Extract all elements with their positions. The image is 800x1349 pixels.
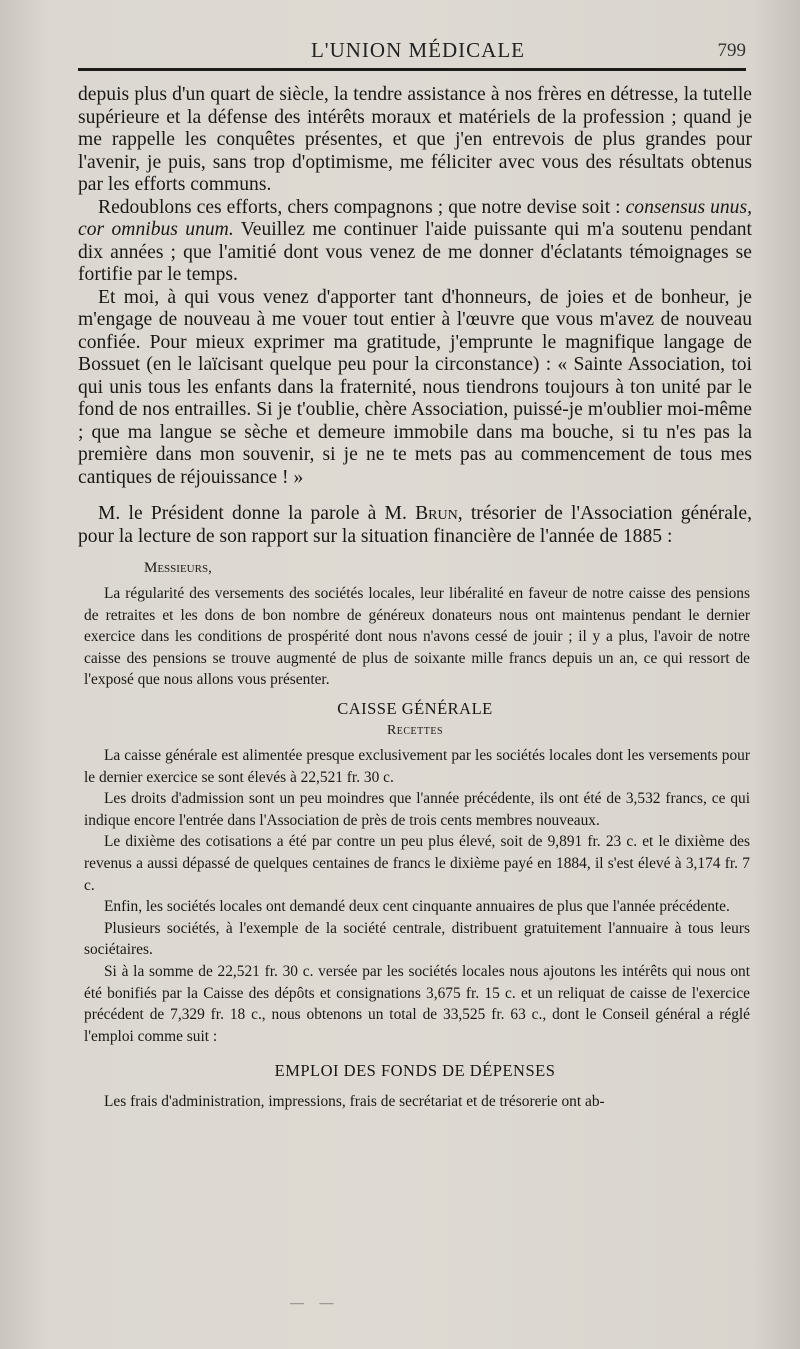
section-heading-caisse: CAISSE GÉNÉRALE [337, 698, 493, 718]
paragraph-4-start: M. le Président donne la parole à M. [98, 503, 416, 524]
article-body [78, 84, 752, 1113]
paragraph-7: Les droits d'admission sont un peu moindres que l'année précédente, ils ont été de 3,532 francs, ce qui indique encore l'entrée dans l'Association de près de trois cents membres nouveaux. [84, 790, 750, 829]
paragraph-1: depuis plus d'un quart de siècle, la tendre assistance à nos frères en détresse, la tutelle supérieure et la défense des intérêts moraux et matériels de la profession ; quand je me rappelle les conquêtes présentes, et que j'en entrevois de plus grandes pour l'avenir, je puis, sans trop d'optimisme, me féliciter avec vous des résultats obtenus par les efforts communs. [78, 84, 752, 195]
paragraph-2-end: Veuillez me continuer l'aide puissante qui m'a soutenu pendant dix années ; que l'amitié dont vous venez de me donner d'éclatants témoignages se fortifie par le temps. [78, 219, 753, 285]
section-heading-emploi: EMPLOI DES FONDS DE DÉPENSES [274, 1061, 556, 1081]
paragraph-6: La caisse générale est alimentée presque exclusivement par les sociétés locales dont les versements pour le dernier exercice se sont élevés à 22,521 fr. 30 c. [84, 746, 750, 786]
paragraph-gap [78, 489, 752, 503]
paragraph-10: Plusieurs sociétés, à l'exemple de la société centrale, distribuent gratuitement l'annuaire à tous leurs sociétaires. [84, 919, 750, 959]
paragraph-3: Et moi, à qui vous venez d'apporter tant d'honneurs, de joies et de bonheur, je m'engage de nouveau à me vouer tout entier à l'œuvre que vous m'avez de nouveau confiée. Pour mieux exprimer ma gratitude, j'emprunte le magnifique langage de Bossuet (en le laïcisant quelque peu pour la circonstance) : « Sainte Association, toi qui unis tous les enfants dans la fraternité, nous tiendrons toujours à ton unité par le fond de nos entrailles. Si je t'oublie, chère Association, puissé-je m'oublier moi-même ; que ma langue se sèche et demeure immobile dans ma bouche, si tu n'es pas la première dans mon souvenir, si je ne te mets pas au commencement de tous mes cantiques de réjouissance ! » [78, 286, 752, 488]
paragraph-8: Le dixième des cotisations a été par contre un peu plus élevé, soit de 9,891 fr. 23 c. et le dixième des revenus a aussi dépassé de quelques centaines de francs le dixième payé en 1884, il s'est élevé à 3,174 fr. 7 c. [84, 833, 750, 894]
latin-motto: consensus unus, cor omnibus unum. [78, 196, 752, 240]
footer-mark: — — [290, 1296, 340, 1311]
paragraph-4 [78, 503, 752, 548]
page-number: 799 [717, 40, 746, 61]
paragraph-gap [78, 548, 752, 558]
paragraph-11: Si à la somme de 22,521 fr. 30 c. versée par les sociétés locales nous ajoutons les intérêts qui nous ont été bonifiés par la Caisse des dépôts et consignations 3,675 fr. 15 c. et un reliquat de caisse de l'exercice précédent de 7,329 fr. 18 c., nous obtenons un total de 33,525 fr. 63 c., dont le Conseil général a réglé l'emploi comme suit : [84, 962, 750, 1045]
salutation: Messieurs, [144, 560, 212, 576]
running-title: L'UNION MÉDICALE [310, 38, 525, 62]
subsection-heading-recettes: Recettes [386, 722, 444, 738]
paragraph-4-end: , trésorier de l'Association générale, pour la lecture de son rapport sur la situation financière de l'année de 1885 : [78, 503, 752, 547]
treasurer-name: Brun [415, 503, 458, 524]
paragraph-12: Les frais d'administration, impressions, frais de secrétariat et de trésorerie ont ab- [104, 1093, 605, 1111]
paragraph-2-start: Redoublons ces efforts, chers compagnons ; que notre devise soit : [98, 196, 626, 218]
paragraph-9: Enfin, les sociétés locales ont demandé deux cent cinquante annuaires de plus que l'année précédente. [104, 898, 730, 916]
paragraph-2 [78, 197, 752, 287]
page-header [78, 38, 758, 68]
header-rule [78, 68, 746, 71]
paragraph-5: La régularité des versements des sociétés locales, leur libéralité en faveur de notre caisse des pensions de retraites et les dons de bon nombre de généreux donateurs nous ont maintenus pendant le dernier exercice dans les conditions de prospérité dont nous n'avons cessé de jouir ; il y a plus, l'avoir de notre caisse des pensions se trouve augmenté de plus de soixante mille francs depuis un an, ce qui ressort de l'exposé que nous allons vous présenter. [84, 585, 750, 689]
